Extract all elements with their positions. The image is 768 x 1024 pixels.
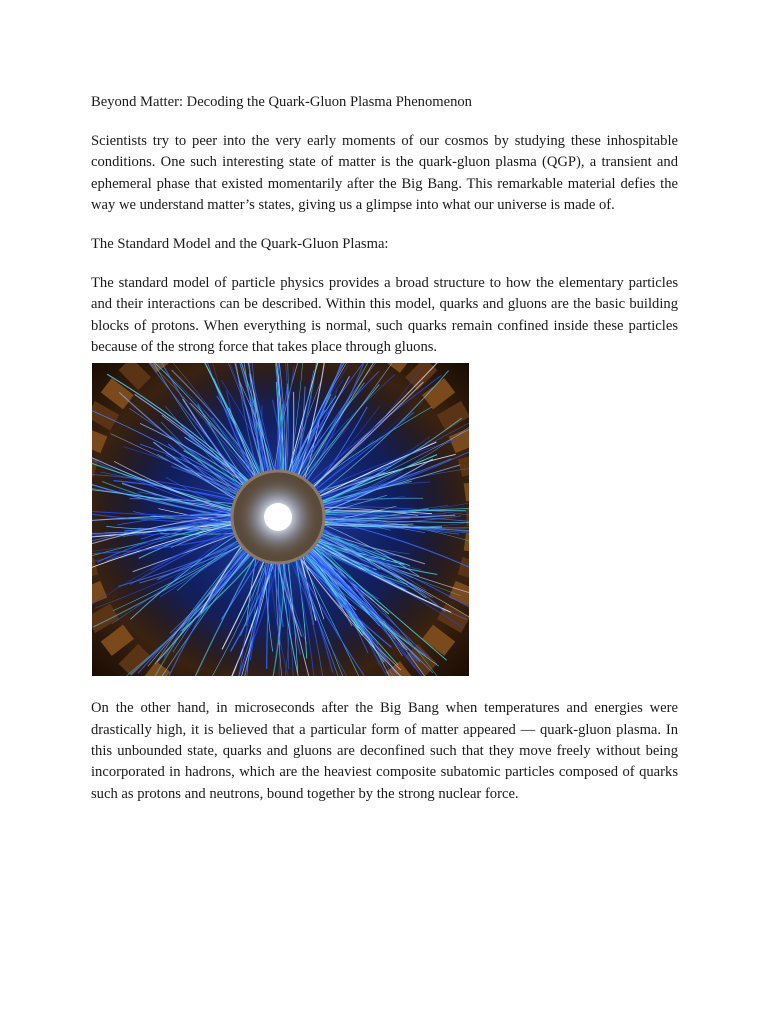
collision-center: [264, 503, 292, 531]
document-page: [91, 92, 678, 823]
document-title: Beyond Matter: Decoding the Quark-Gluon Plasma Phenomenon: [91, 94, 472, 110]
section-heading: The Standard Model and the Quark-Gluon Plasma:: [91, 236, 389, 253]
intro-paragraph: Scientists try to peer into the very early moments of our cosmos by studying these inhospitable conditions. One such interesting state of matter is the quark-gluon plasma (QGP), a transient and ephemeral phase that existed momentarily after the Big Bang. This remarkable material defies the way we understand matter’s states, giving us a glimpse into what our universe is made of.: [91, 133, 678, 213]
standard-model-paragraph: The standard model of particle physics provides a broad structure to how the elementary particles and their interactions can be described. Within this model, quarks and gluons are the basic building blocks of protons. When everything is normal, such quarks remain confined inside these particles because of the strong force that takes place through gluons.: [91, 275, 678, 356]
particle-collision-image: [92, 363, 469, 676]
detector-panel: [467, 508, 470, 526]
qgp-paragraph: On the other hand, in microseconds after the Big Bang when temperatures and energies were drastically high, it is believed that a particular form of matter appeared — quark-gluon plasma. In this unbounded state, quarks and gluons are deconfined such that they move freely without being incorporated in hadrons, which are the heaviest composite subatomic particles composed of quarks such as protons and neutrons, bound together by the strong nuclear force.: [91, 700, 678, 802]
